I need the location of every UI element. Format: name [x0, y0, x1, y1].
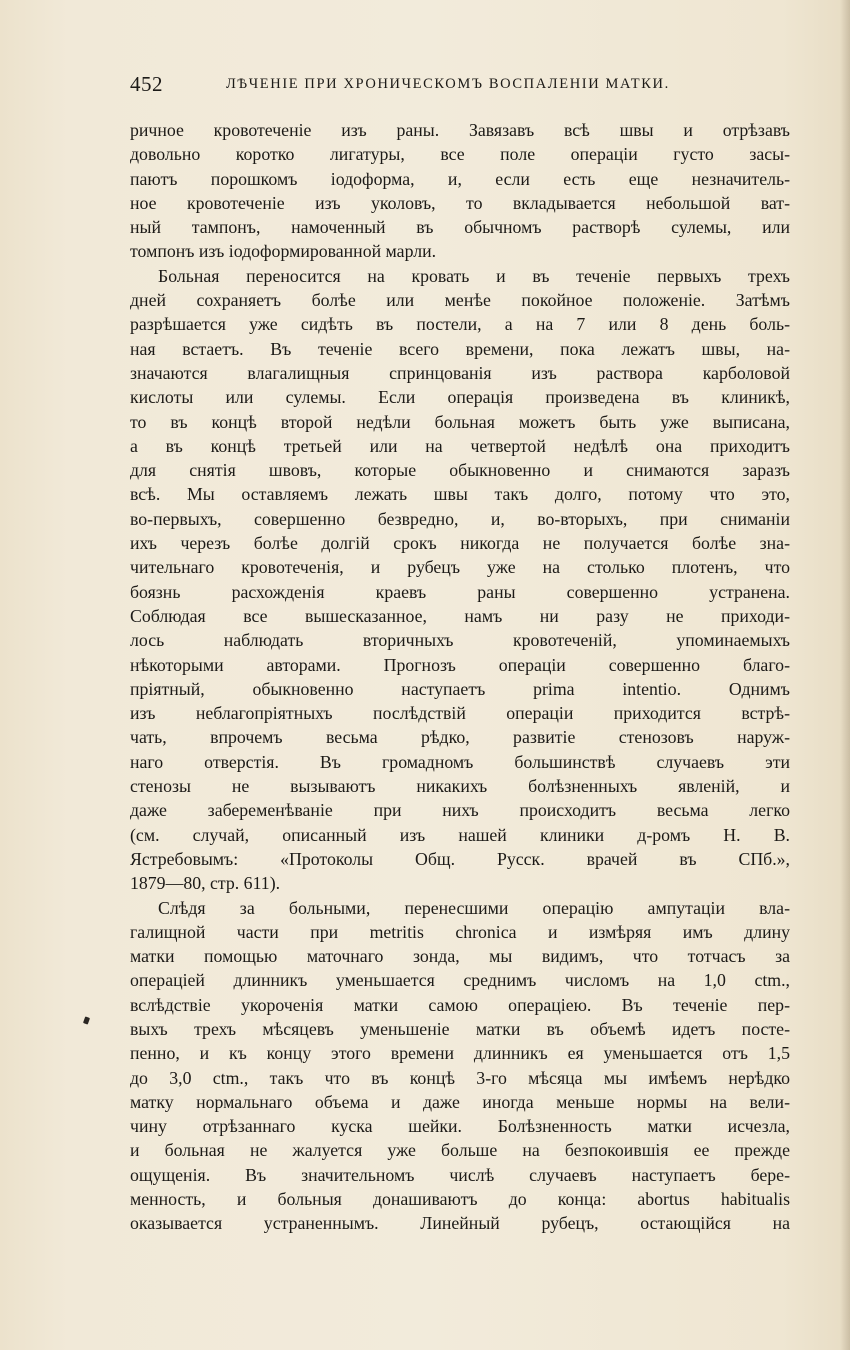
text-line: ихъ черезъ болѣе долгій срокъ никогда не получается болѣе зна-: [130, 533, 790, 554]
text-line: ный тампонъ, намоченный въ обычномъ растворѣ сулемы, или: [130, 217, 790, 238]
text-line: Соблюдая все вышесказанное, намъ ни разу не приходи-: [130, 605, 790, 626]
text-line: лось наблюдать вторичныхъ кровотеченій, упоминаемыхъ: [130, 630, 790, 651]
text-line: ощущенія. Въ значительномъ числѣ случаевъ наступаетъ бере-: [130, 1164, 790, 1185]
text-line: ное кровотеченіе изъ уколовъ, то вкладывается небольшой ват-: [130, 192, 790, 213]
text-line: операціей длинникъ уменьшается среднимъ числомъ на 1,0 ctm.,: [130, 970, 790, 991]
text-line: наго отверстія. Въ громадномъ большинствѣ случаевъ эти: [130, 751, 790, 772]
text-line: а въ концѣ третьей или на четвертой недѣлѣ она приходитъ: [130, 435, 790, 456]
text-line: даже забеременѣваніе при нихъ происходитъ весьма легко: [130, 800, 790, 821]
text-line: (см. случай, описанный изъ нашей клиники д-ромъ Н. В.: [130, 824, 790, 845]
text-line: менность, и больныя донашиваютъ до конца: abortus habitualis: [130, 1189, 790, 1210]
text-line: для снятія швовъ, которые обыкновенно и снимаются заразъ: [130, 460, 790, 481]
text-line: чать, впрочемъ весьма рѣдко, развитіе стенозовъ наруж-: [130, 727, 790, 748]
page-header: [130, 72, 790, 102]
text-line: галищной части при metritis chronica и измѣряя имъ длину: [130, 921, 790, 942]
text-line: во-первыхъ, совершенно безвредно, и, во-вторыхъ, при сниманіи: [130, 508, 790, 529]
text-line: Ястребовымъ: «Протоколы Общ. Русск. врачей въ СПб.»,: [130, 848, 790, 869]
paragraph-start-line: Больная переносится на кровать и въ теченіе первыхъ трехъ: [158, 265, 790, 286]
page-edge-shadow: [840, 0, 850, 1350]
margin-ink-mark: [83, 1016, 90, 1024]
text-line: боязнь расхожденія краевъ раны совершенно устранена.: [130, 581, 790, 602]
text-line: пріятный, обыкновенно наступаетъ prima intentio. Однимъ: [130, 678, 790, 699]
text-line: нѣкоторыми авторами. Прогнозъ операціи совершенно благо-: [130, 654, 790, 675]
text-line: то въ концѣ второй недѣли больная можетъ быть уже выписана,: [130, 411, 790, 432]
text-line: кислоты или сулемы. Если операція произведена въ клиникѣ,: [130, 387, 790, 408]
text-line: всѣ. Мы оставляемъ лежать швы такъ долго, потому что это,: [130, 484, 790, 505]
text-line: матки помощью маточнаго зонда, мы видимъ, что тотчасъ за: [130, 946, 790, 967]
text-line: томпонъ изъ іодоформированной марли.: [130, 241, 437, 262]
text-line: довольно коротко лигатуры, все поле операціи густо засы-: [130, 144, 790, 165]
text-line: вслѣдствіе укороченія матки самою операціею. Въ теченіе пер-: [130, 994, 790, 1015]
text-line: матку нормальнаго объема и даже иногда меньше нормы на вели-: [130, 1091, 790, 1112]
text-line: 1879—80, стр. 611).: [130, 873, 281, 894]
text-line: и больная не жалуется уже больше на безпокоившія ее прежде: [130, 1140, 790, 1161]
text-line: ная встаетъ. Въ теченіе всего времени, пока лежатъ швы, на-: [130, 338, 790, 359]
text-line: чительнаго кровотеченія, и рубецъ уже на столько плотенъ, что: [130, 557, 790, 578]
text-line: оказывается устраненнымъ. Линейный рубецъ, остающійся на: [130, 1213, 790, 1234]
text-line: до 3,0 ctm., такъ что въ концѣ 3-го мѣсяца мы имѣемъ нерѣдко: [130, 1067, 790, 1088]
paragraph-start-line: Слѣдя за больными, перенесшими операцію ампутаціи вла-: [158, 897, 790, 918]
page-number: 452: [130, 72, 163, 96]
text-line: чину отрѣзаннаго куска шейки. Болѣзненность матки исчезла,: [130, 1116, 790, 1137]
text-line: разрѣшается уже сидѣть въ постели, а на 7 или 8 день боль-: [130, 314, 790, 335]
text-line: ричное кровотеченіе изъ раны. Завязавъ всѣ швы и отрѣзавъ: [130, 120, 790, 140]
text-line: паютъ порошкомъ іодоформа, и, если есть еще незначитель-: [130, 168, 790, 189]
text-line: дней сохраняетъ болѣе или менѣе покойное положеніе. Затѣмъ: [130, 290, 790, 311]
text-line: значаются влагалищныя спринцованія изъ раствора карболовой: [130, 362, 790, 383]
text-line: изъ неблагопріятныхъ послѣдствій операціи приходится встрѣ-: [130, 703, 790, 724]
text-line: выхъ трехъ мѣсяцевъ уменьшеніе матки въ объемѣ идетъ посте-: [130, 1018, 790, 1039]
body-text: [130, 118, 790, 1236]
text-line: пенно, и къ концу этого времени длинникъ ея уменьшается отъ 1,5: [130, 1043, 790, 1064]
running-title: ЛѢЧЕНІЕ ПРИ ХРОНИЧЕСКОМЪ ВОСПАЛЕНІИ МАТКИ.: [226, 76, 670, 92]
text-line: стенозы не вызываютъ никакихъ болѣзненныхъ явленій, и: [130, 776, 790, 797]
